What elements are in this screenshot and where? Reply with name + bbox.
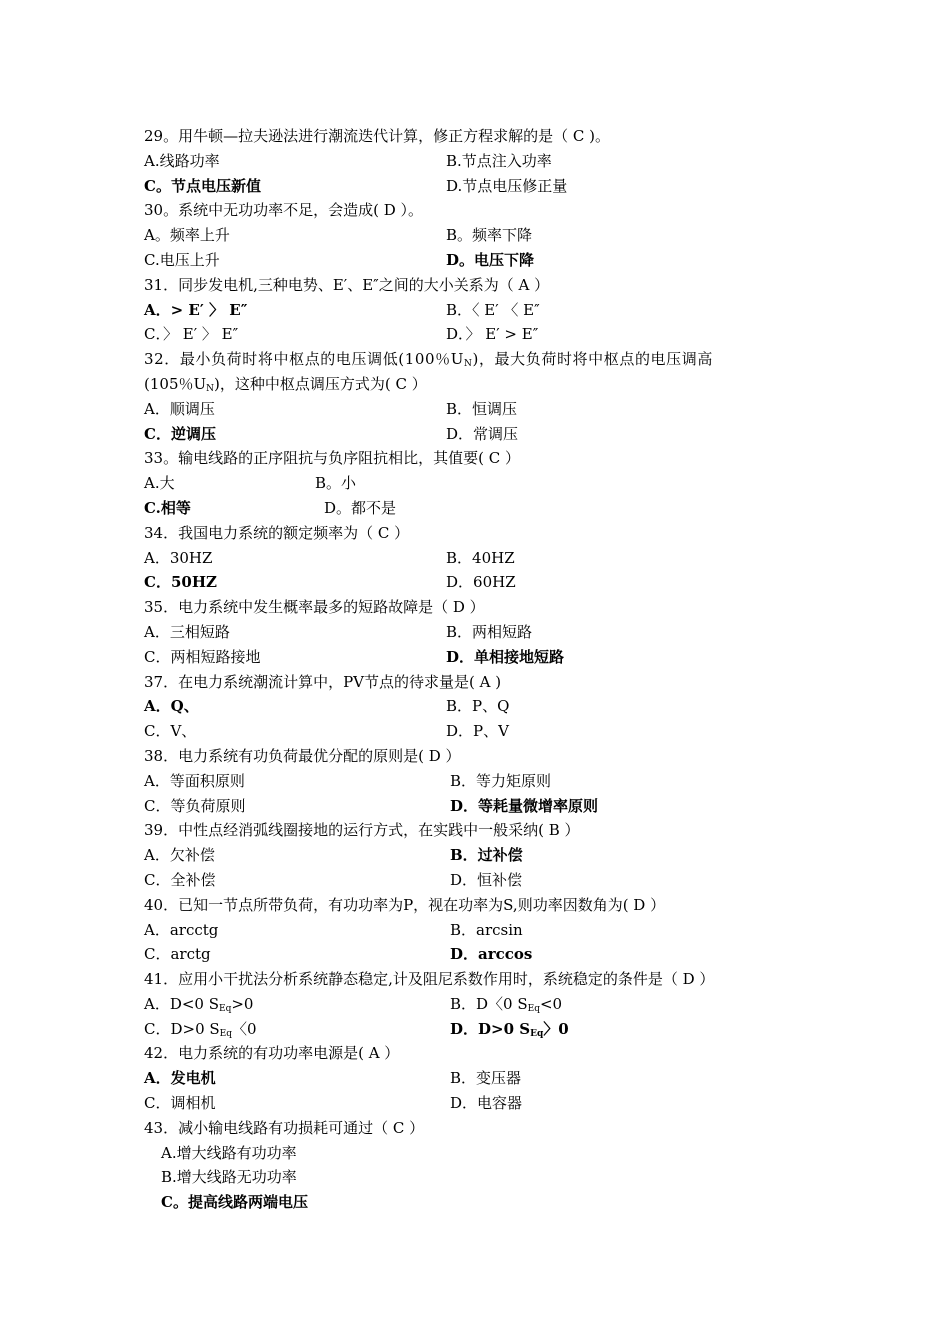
question-39-stem: 39．中性点经消弧线圈接地的运行方式，在实践中一般采纳( B ）	[144, 821, 580, 840]
option-b: B．arcsin	[450, 920, 523, 939]
option-d-answer: D．单相接地短路	[446, 647, 565, 666]
option-c-answer: C．逆调压	[144, 424, 216, 443]
option-c: C．arctg	[144, 945, 211, 964]
option-d-answer: D．D>0 $S_{Eq}$〉0	[450, 1019, 569, 1039]
option-c-answer: C.相等	[144, 498, 191, 517]
option-b: B．〈 E′ 〈 E″	[446, 300, 540, 319]
option-d: D．电容器	[450, 1094, 523, 1113]
option-a: A．三相短路	[144, 622, 230, 641]
question-43-stem: 43．减小输电线路有功损耗可通过（ C ）	[144, 1118, 425, 1137]
document-page	[144, 124, 814, 1215]
question-41-options-row-1	[144, 992, 814, 1017]
question-31-options-row-2	[144, 322, 814, 347]
question-34-options-row-2	[144, 570, 814, 595]
question-40-stem: 40．已知一节点所带负荷，有功功率为P，视在功率为S,则功率因数角为( D ）	[144, 895, 666, 914]
option-c: C.电压上升	[144, 250, 220, 269]
option-c-answer: C。提高线路两端电压	[161, 1193, 308, 1212]
question-30-options-row-2	[144, 248, 814, 273]
question-41-options-row-2	[144, 1017, 814, 1042]
option-c-answer: C。节点电压新值	[144, 176, 261, 195]
question-39-options-row-2	[144, 868, 814, 893]
question-29-stem: 29。用牛顿—拉夫逊法进行潮流迭代计算，修正方程求解的是（ C )。	[144, 127, 610, 145]
question-38-stem: 38．电力系统有功负荷最优分配的原则是( D ）	[144, 746, 461, 765]
option-b: B．两相短路	[446, 622, 533, 641]
option-a: A．arcctg	[144, 920, 219, 939]
question-37-stem: 37．在电力系统潮流计算中，PV节点的待求量是( A )	[144, 672, 502, 691]
option-c: C．V、	[144, 722, 197, 741]
option-b: B．P、Q	[446, 697, 510, 716]
option-d: D.节点电压修正量	[446, 176, 568, 195]
question-40-options-row-2	[144, 942, 814, 967]
option-a-answer: A．发电机	[144, 1069, 216, 1088]
question-29-options-row-1	[144, 149, 814, 174]
option-b-answer: B．过补偿	[450, 846, 523, 865]
question-31-options-row-1	[144, 298, 814, 323]
option-b: B。小	[315, 474, 357, 493]
option-d: D．〉 E′ > E″	[446, 325, 539, 344]
option-c: C．调相机	[144, 1094, 216, 1113]
option-b: B.节点注入功率	[446, 151, 552, 170]
question-39-options-row-1	[144, 843, 814, 868]
option-c: C．全补偿	[144, 870, 216, 889]
question-37-options-row-2	[144, 719, 814, 744]
option-a: A.线路功率	[144, 151, 220, 170]
option-a: A．顺调压	[144, 399, 215, 418]
option-d: D。都不是	[324, 498, 397, 517]
question-34-stem: 34．我国电力系统的额定频率为（ C ）	[144, 523, 410, 542]
option-c: C．两相短路接地	[144, 647, 261, 666]
question-37-options-row-1	[144, 694, 814, 719]
option-b: B．D〈0 $S_{Eq}<0$	[450, 994, 563, 1014]
option-c: C．等负荷原则	[144, 796, 246, 815]
option-d: D．P、V	[446, 722, 509, 741]
option-a: A．欠补偿	[144, 846, 215, 865]
question-32-stem-line-2: (105％$U_N$)，这种中枢点调压方式为( C ）	[144, 374, 427, 394]
question-41-stem: 41．应用小干扰法分析系统静态稳定,计及阻尼系数作用时，系统稳定的条件是（ D ）	[144, 970, 715, 989]
option-b: B．40HZ	[446, 548, 515, 567]
question-40-options-row-1	[144, 918, 814, 943]
question-32-options-row-2	[144, 422, 814, 447]
option-a-answer: A．Q、	[144, 697, 199, 716]
question-33-options-row-2	[144, 496, 814, 521]
option-c: C．D>0 $S_{Eq}$〈0	[144, 1019, 257, 1039]
question-30-options-row-1	[144, 223, 814, 248]
question-33-stem: 33。输电线路的正序阻抗与负序阻抗相比，其值要( C ）	[144, 449, 520, 468]
option-b: B．变压器	[450, 1069, 522, 1088]
question-34-options-row-1	[144, 546, 814, 571]
question-35-options-row-1	[144, 620, 814, 645]
option-b: B．恒调压	[446, 399, 518, 418]
question-38-options-row-2	[144, 794, 814, 819]
question-42-options-row-2	[144, 1091, 814, 1116]
question-29-options-row-2	[144, 174, 814, 199]
option-d: D．60HZ	[446, 573, 516, 592]
option-a: A．等面积原则	[144, 771, 245, 790]
question-31-stem: 31．同步发电机,三种电势、E′、E″之间的大小关系为（ A ）	[144, 275, 550, 294]
question-42-options-row-1	[144, 1066, 814, 1091]
option-c-answer: C．50HZ	[144, 573, 217, 592]
option-a: A．D<0 $S_{Eq}>0$	[144, 994, 254, 1014]
question-30-stem: 30。系统中无功功率不足，会造成( D ）。	[144, 201, 424, 220]
question-35-options-row-2	[144, 645, 814, 670]
question-32-options-row-1	[144, 397, 814, 422]
option-d-answer: D．arccos	[450, 945, 533, 964]
option-a-answer: A．> E′ 〉 E″	[144, 300, 248, 319]
option-a: A．30HZ	[144, 548, 213, 567]
option-b: B。频率下降	[446, 226, 533, 245]
option-d-answer: D。电压下降	[446, 250, 535, 269]
option-a: A.大	[144, 474, 175, 493]
option-d: D．恒补偿	[450, 870, 523, 889]
question-33-options-row-1	[144, 471, 814, 496]
option-d-answer: D．等耗量微增率原则	[450, 796, 599, 815]
option-c: C．〉 E′ 〉 E″	[144, 325, 239, 344]
question-38-options-row-1	[144, 769, 814, 794]
option-b: B．等力矩原则	[450, 771, 552, 790]
question-32-stem-line-1: 32．最小负荷时将中枢点的电压调低(100％$U_N$)，最大负荷时将中枢点的电压调高	[144, 350, 713, 370]
option-a: A。频率上升	[144, 226, 230, 245]
option-b: B.增大线路无功功率	[161, 1168, 297, 1187]
question-35-stem: 35．电力系统中发生概率最多的短路故障是（ D ）	[144, 598, 485, 617]
option-a: A.增大线路有功功率	[161, 1143, 297, 1162]
option-d: D．常调压	[446, 424, 519, 443]
question-42-stem: 42．电力系统的有功功率电源是( A ）	[144, 1044, 400, 1063]
